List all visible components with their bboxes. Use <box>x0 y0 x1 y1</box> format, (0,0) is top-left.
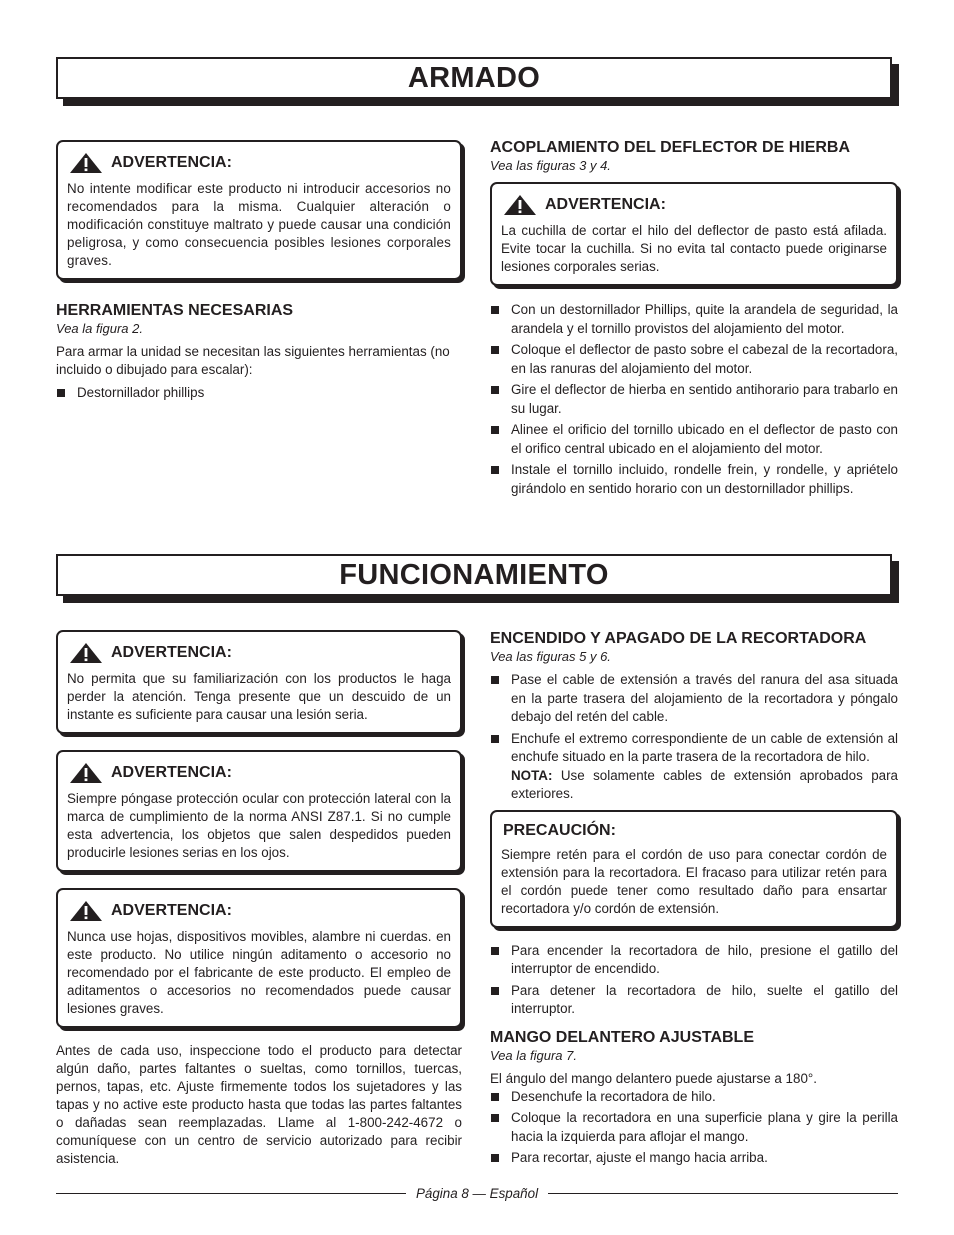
warning-text: La cuchilla de cortar el hilo del deflector de pasto está afilada. Evite tocar la cuchilla. Si no evita tal contacto puede originarse lesiones corporales serias. <box>501 223 887 274</box>
warning-text: Nunca use hojas, dispositivos movibles, alambre ni cuerdas. en este producto. No utilice ningún aditamento o accesorio no recomendado por el fabricante de este producto. El empleo de aditamentos o accesorios no recomendados puede causar lesiones graves. <box>67 929 451 1016</box>
herramientas-ref: Vea la figura 2. <box>56 321 143 336</box>
deflector-title: ACOPLAMIENTO DEL DEFLECTOR DE HIERBA <box>490 139 851 156</box>
warning-text: No permita que su familiarización con los productos le haga perder la atención. Tenga presente que un descuido de un instante es suficiente para causar una lesión seria. <box>67 671 451 722</box>
note-label: NOTA: <box>511 767 553 783</box>
warning-label: ADVERTENCIA: <box>545 196 666 213</box>
caution-label: PRECAUCIÓN: <box>503 821 616 839</box>
caution-box-cord-retainer <box>490 810 898 928</box>
section-title-armado: ARMADO <box>56 57 892 99</box>
herramientas-text: Para armar la unidad se necesitan las siguientes herramientas (no incluido o dibujado para escalar): <box>56 344 450 377</box>
list-item <box>490 730 898 804</box>
caution-text: Siempre retén para el cordón de uso para conectar cordón de extensión para la recortadora. El fracaso para utilizar retén para el cordón puede tener como resultado daño para ensartar recortadora y/o cordón de extensión. <box>501 846 887 916</box>
warning-header <box>69 152 451 174</box>
caution-header <box>503 822 887 840</box>
footer-rule-right <box>548 1193 898 1194</box>
note-text: Use solamente cables de extensión aprobados para exteriores. <box>511 767 898 801</box>
mango-text: El ángulo del mango delantero puede ajustarse a 180°. <box>490 1070 817 1086</box>
list-item: Para recortar, ajuste el mango hacia arriba. <box>490 1149 898 1168</box>
footer-rule-left <box>56 1193 406 1194</box>
warning-header <box>69 642 451 664</box>
warning-label: ADVERTENCIA: <box>111 764 232 781</box>
warning-header <box>69 900 451 922</box>
list-item: Gire el deflector de hierba en sentido antihorario para trabarlo en su lugar. <box>490 381 898 418</box>
warning-box-attachments <box>56 888 462 1028</box>
warning-box-modify <box>56 140 462 280</box>
warning-triangle-icon <box>69 900 103 922</box>
armado-left-column <box>56 140 462 406</box>
warning-box-eye-protection <box>56 750 462 872</box>
warning-label: ADVERTENCIA: <box>111 644 232 661</box>
encendido-ref: Vea las figuras 5 y 6. <box>490 649 611 664</box>
list-item: Alinee el orificio del tornillo ubicado en el deflector de pasto con el orifico central ubicado en el alojamiento del motor. <box>490 421 898 458</box>
funcionamiento-right-column <box>490 628 898 1171</box>
list-item: Coloque la recortadora en una superficie plana y gire la perilla hacia la izquierda para aflojar el mango. <box>490 1109 898 1146</box>
list-item: Con un destornillador Phillips, quite la arandela de seguridad, la arandela y el tornillo provistos del alojamiento del motor. <box>490 301 898 338</box>
note <box>511 767 898 804</box>
warning-label: ADVERTENCIA: <box>111 154 232 171</box>
herramientas-title: HERRAMIENTAS NECESARIAS <box>56 302 294 319</box>
warning-triangle-icon <box>69 152 103 174</box>
mango-title: MANGO DELANTERO AJUSTABLE <box>490 1028 754 1046</box>
deflector-steps <box>490 301 898 498</box>
warning-triangle-icon <box>69 642 103 664</box>
section-title-funcionamiento: FUNCIONAMIENTO <box>56 554 892 596</box>
herramientas-list <box>56 384 462 403</box>
warning-label: ADVERTENCIA: <box>111 902 232 919</box>
warning-header <box>69 762 451 784</box>
warning-text: No intente modificar este producto ni introducir accesorios no recomendados para la misma. Cualquier alteración o modificación constituye maltrato y puede causar una condición peligrosa, y como consecuencia posibles lesiones corporales graves. <box>67 181 451 268</box>
mango-steps <box>490 1088 898 1168</box>
list-item-text: Enchufe el extremo correspondiente de un cable de extensión al enchufe situado en la parte trasera de la recortadora de hilo. <box>511 730 898 764</box>
inspection-paragraph: Antes de cada uso, inspeccione todo el producto para detectar algún daño, partes faltantes o sueltas, como tornillos, tuercas, pernos, tapas, etc. Ajuste firmemente todos los sujetadores y las tapas y no active este producto hasta que todas las partes faltantes o dañadas sean reemplazadas. Llame al 1-800-242-4672 o comuníquese con un centro de servicio autorizado para recibir asistencia. <box>56 1043 462 1166</box>
warning-box-familiarity <box>56 630 462 734</box>
warning-triangle-icon <box>69 762 103 784</box>
warning-header <box>503 194 887 216</box>
list-item: Para detener la recortadora de hilo, suelte el gatillo del interruptor. <box>490 982 898 1019</box>
page-footer <box>56 1186 898 1201</box>
armado-right-column <box>490 137 898 501</box>
warning-box-blade <box>490 182 898 286</box>
list-item: Desenchufe la recortadora de hilo. <box>490 1088 898 1107</box>
list-item: Destornillador phillips <box>56 384 462 403</box>
encendido-title: ENCENDIDO Y APAGADO DE LA RECORTADORA <box>490 630 867 647</box>
list-item: Coloque el deflector de pasto sobre el cabezal de la recortadora, en las ranuras del alojamiento del motor. <box>490 341 898 378</box>
list-item: Pase el cable de extensión a través del ranura del asa situada en la parte trasera del alojamiento de la recortadora y póngalo debajo del retén del cable. <box>490 671 898 727</box>
trigger-steps <box>490 942 898 1019</box>
warning-triangle-icon <box>503 194 537 216</box>
mango-ref: Vea la figura 7. <box>490 1047 577 1063</box>
list-item: Instale el tornillo incluido, rondelle frein, y rondelle, y apriételo girándolo en sentido horario con un destornillador phillips. <box>490 461 898 498</box>
page-number: Página 8 — Español <box>415 1186 539 1201</box>
list-item: Para encender la recortadora de hilo, presione el gatillo del interruptor de encendido. <box>490 942 898 979</box>
warning-text: Siempre póngase protección ocular con protección lateral con la marca de cumplimiento de la norma ANSI Z87.1. Si no cumple esta advertencia, los objetos que salen despedidos pueden producirle lesiones serias en los ojos. <box>67 791 451 860</box>
deflector-ref: Vea las figuras 3 y 4. <box>490 158 611 173</box>
encendido-steps <box>490 671 898 804</box>
funcionamiento-left-column <box>56 630 462 1168</box>
